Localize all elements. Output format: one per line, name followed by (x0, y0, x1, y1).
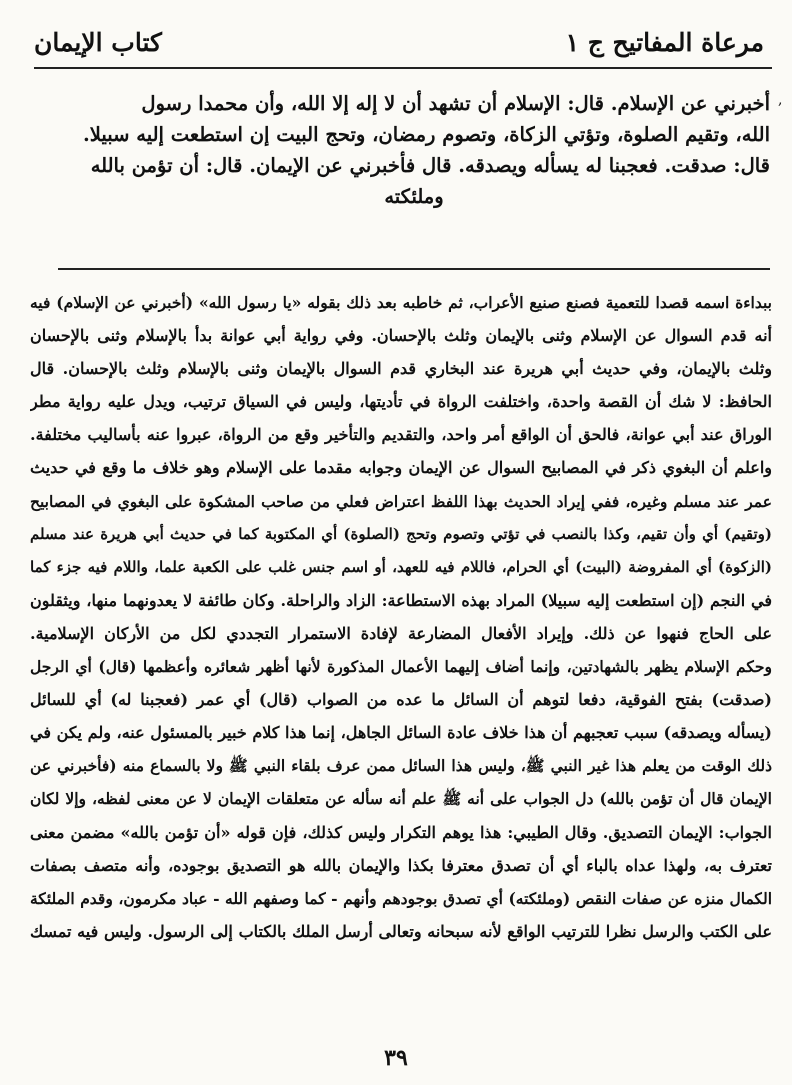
commentary-line: الإيمان قال أن تؤمن بالله) دل الجواب على أنه ﷺ علم أنه سأله عن متعلقات الإيمان لا عن معنى لفظه، وإلا لكان (30, 789, 772, 809)
commentary-line: (يسأله ويصدقه) سبب تعجبهم أن هذا خلاف عادة السائل الجاهل، إنما هذا كلام خبير بالمسئول عنه، ولم يكن في (30, 723, 772, 743)
hadith-line: قال: صدقت. فعجبنا له يسأله ويصدقه. قال فأخبرني عن الإيمان. قال: أن تؤمن بالله (90, 154, 770, 177)
commentary-line: وحكم الإسلام يظهر بالشهادتين، وإنما أضاف إليهما الأعمال المذكورة لأنها أظهر شعائره وأعظمها (قال) أي الرجل (30, 657, 772, 677)
commentary-line: عمر عند مسلم وغيره، ففي إيراد الحديث بهذا اللفظ اعتراض فعلي من صاحب المشكوة على البغوي في المصابيح (30, 491, 772, 511)
chapter-title: كتاب الإيمان (34, 28, 162, 57)
commentary-line: تعترف به، ولهذا عداه بالباء أي أن تصدق معترفا بكذا والإيمان بالله هو التصديق بوجوده، وأنه متصف بصفات (30, 855, 772, 875)
commentary-text (30, 286, 772, 948)
book-title: مرعاة المفاتيح ج ۱ (565, 28, 764, 57)
hadith-line: أخبرني عن الإسلام. قال: الإسلام أن تشهد أن لا إله إلا الله، وأن محمدا رسول (141, 92, 770, 115)
commentary-line: في النجم (إن استطعت إليه سبيلا) المراد بهذه الاستطاعة: الزاد والراحلة. وكان طائفة لا يعدونهما منها، ويثقلون (30, 590, 772, 610)
commentary-line: (وتقيم) أي وأن تقيم، وكذا بالنصب في تؤتي وتصوم وتحج (الصلوة) أي المكتوبة كما في حديث أبي هريرة عند مسلم (30, 524, 772, 543)
section-rule (58, 268, 770, 270)
commentary-line: (صدقت) بفتح الفوقية، دفعا لتوهم أن السائل ما عده من الصواب (قال) أي عمر (فعجبنا له) أي للسائل (30, 690, 772, 710)
commentary-line: الوراق عند أبي عوانة، فالحق أن الواقع أمر واحد، والتقديم والتأخير وقع من الرواة، عبروا عنه بأساليب مختلفة. (30, 425, 772, 445)
commentary-line: الكمال منزه عن صفات النقص (وملئكته) أي تصدق بوجودهم وأنهم - كما وصفهم الله - عباد مكرمون، وقدم الملئكة (30, 888, 772, 908)
commentary-line: ذلك الوقت من يعلم هذا غير النبي ﷺ، وليس هذا السائل ممن عرف بلقاء النبي ﷺ ولا بالسماع منه (فأخبرني عن (30, 756, 772, 776)
commentary-line: واعلم أن البغوي ذكر في المصابيح السوال عن الإيمان وجوابه مقدما على الإسلام وهو خلاف ما وقع في حديث (30, 458, 772, 478)
commentary-line: الجواب: الإيمان التصديق. وقال الطيبي: هذا يوهم التكرار وليس كذلك، فإن قوله «أن تؤمن بالله» مضمن معنى (30, 822, 772, 842)
margin-mark: , (778, 92, 783, 108)
page-number: ٣٩ (384, 1045, 408, 1071)
commentary-line: أنه قدم السوال عن الإسلام وثنى بالإيمان وثلث بالإحسان. وفي رواية أبي عوانة بدأ بالإسلام وثنى بالإحسان (30, 326, 772, 346)
commentary-line: على الحاج فنهوا عن ذلك. وإيراد الأفعال المضارعة لإفادة الاستمرار التجددي لكل من الأركان الإسلامية. (30, 623, 772, 643)
commentary-line: على الكتب والرسل نظرا للترتيب الواقع لأنه سبحانه وتعالى أرسل الملك بالكتاب إلى الرسول. وليس فيه تمسك (30, 921, 772, 941)
commentary-line: (الزكوة) أي المفروضة (البيت) أي الحرام، فاللام فيه للعهد، أو اسم جنس غلب على الكعبة علما، واللام فيه جزء كما (30, 557, 772, 576)
hadith-line: وملئكته (384, 185, 444, 208)
commentary-line: وثلث بالإيمان، وفي حديث أبي هريرة عند البخاري قدم السوال بالإيمان وثنى بالإسلام وثلث بالإحسان. قال (30, 359, 772, 379)
hadith-text (58, 88, 770, 212)
header-rule (34, 67, 772, 69)
commentary-line: الحافظ: لا شك أن القصة واحدة، واختلفت الرواة في تأديتها، وليس في السياق ترتيب، ويدل عليه رواية مطر (30, 392, 772, 412)
running-header (34, 22, 764, 62)
hadith-line: الله، وتقيم الصلوة، وتؤتي الزكاة، وتصوم رمضان، وتحج البيت إن استطعت إليه سبيلا. (82, 123, 770, 146)
commentary-line: ببداءة اسمه قصدا للتعمية فصنع صنيع الأعراب، ثم خاطبه بعد ذلك بقوله «يا رسول الله» (أخبرني عن الإسلام) فيه (30, 293, 772, 312)
